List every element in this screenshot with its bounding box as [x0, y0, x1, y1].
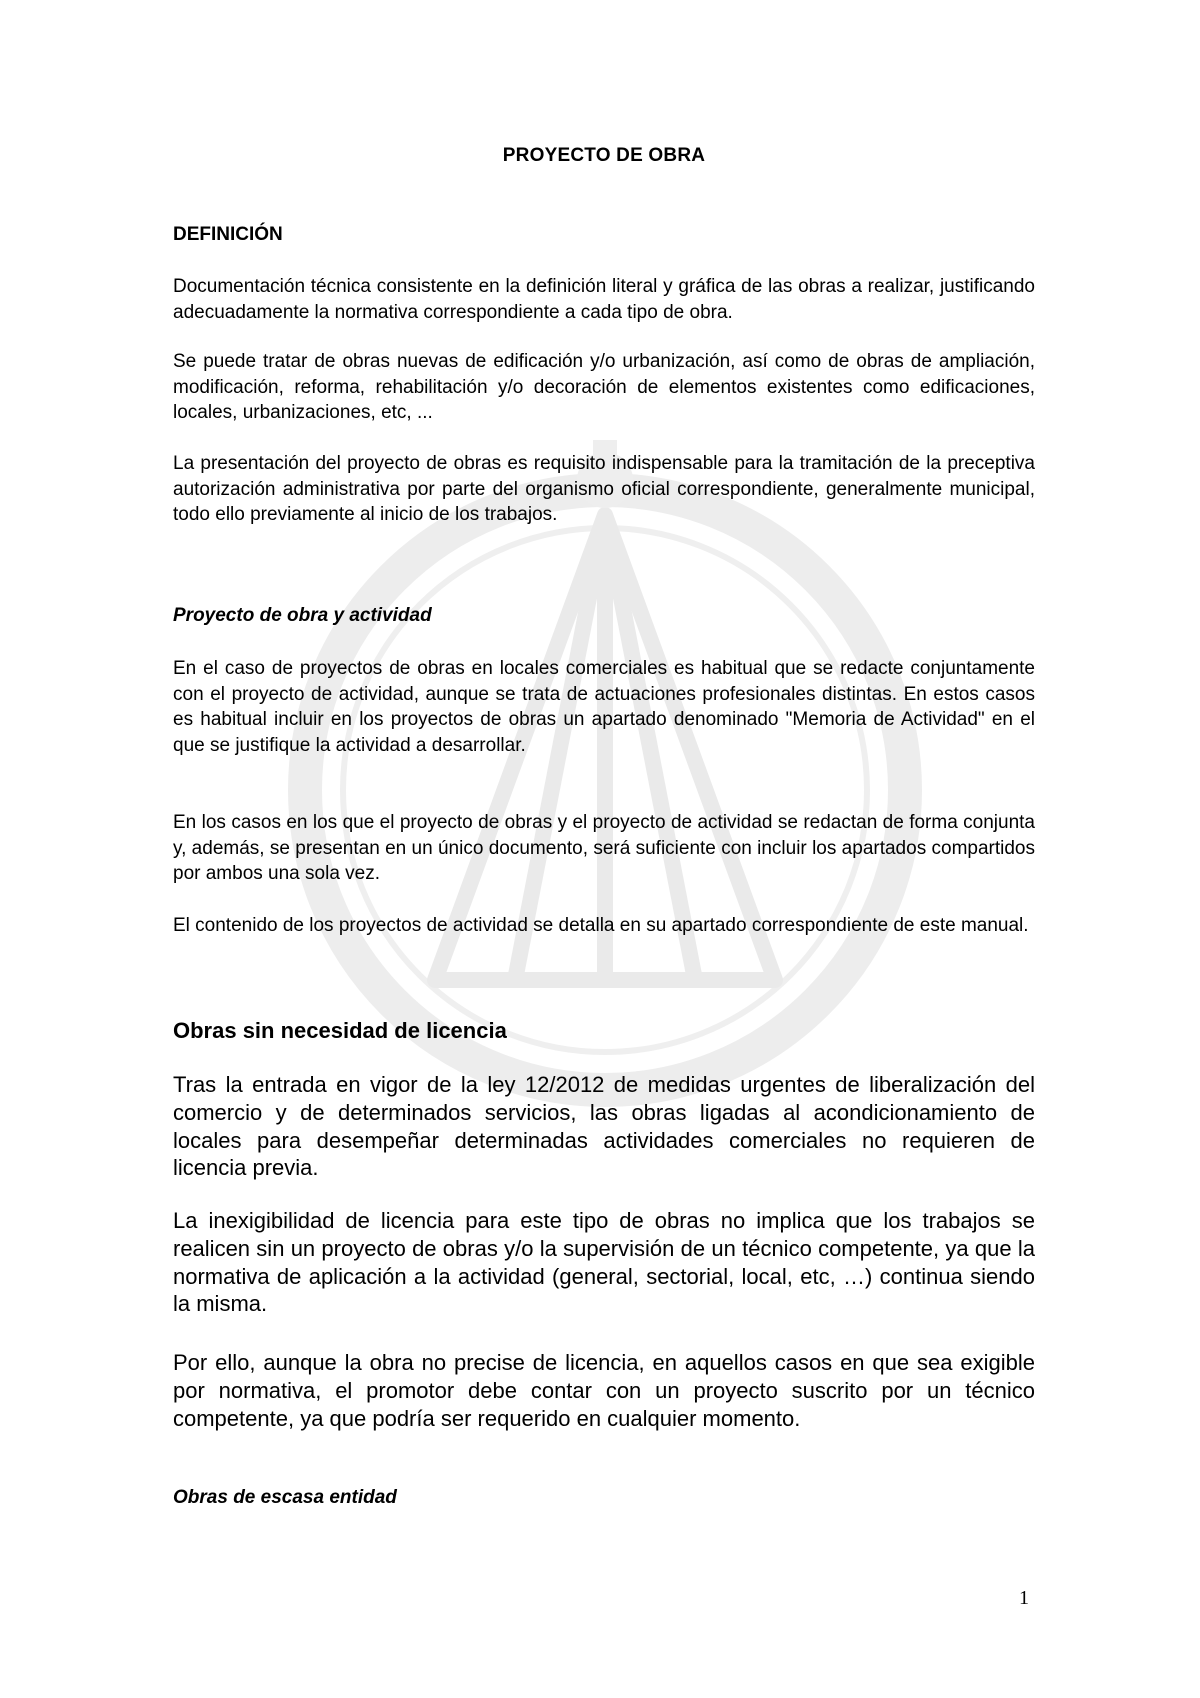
license-paragraph-1: Tras la entrada en vigor de la ley 12/2012 de medidas urgentes de liberalización del comercio y de determinados servicios, las obras ligadas al acondicionamiento de locales para desempeñar determinadas actividades comerciales no requieren de licencia previa.	[173, 1072, 1035, 1181]
activity-heading: Proyecto de obra y actividad	[173, 605, 432, 626]
document-page	[173, 0, 1035, 1698]
document-title: PROYECTO DE OBRA	[502, 145, 706, 166]
minor-works-heading: Obras de escasa entidad	[173, 1487, 397, 1508]
activity-paragraph-3: El contenido de los proyectos de actividad se detalla en su apartado correspondiente de este manual.	[173, 915, 1029, 936]
definition-paragraph-3: La presentación del proyecto de obras es requisito indispensable para la tramitación de la preceptiva autorización administrativa por parte del organismo oficial correspondiente, generalmente municipal, todo ello previamente al inicio de los trabajos.	[173, 453, 1035, 526]
definition-paragraph-1: Documentación técnica consistente en la definición literal y gráfica de las obras a realizar, justificando adecuadamente la normativa correspondiente a cada tipo de obra.	[173, 276, 1035, 323]
page-number: 1	[1019, 1587, 1029, 1609]
definition-heading: DEFINICIÓN	[173, 224, 283, 245]
activity-paragraph-2: En los casos en los que el proyecto de obras y el proyecto de actividad se redactan de forma conjunta y, además, se presentan en un único documento, será suficiente con incluir los apartados compartidos por ambos una sola vez.	[173, 812, 1035, 885]
license-paragraph-3: Por ello, aunque la obra no precise de licencia, en aquellos casos en que sea exigible por normativa, el promotor debe contar con un proyecto suscrito por un técnico competente, ya que podría ser requerido en cualquier momento.	[173, 1350, 1035, 1431]
license-heading: Obras sin necesidad de licencia	[173, 1018, 507, 1043]
definition-paragraph-2: Se puede tratar de obras nuevas de edificación y/o urbanización, así como de obras de ampliación, modificación, reforma, rehabilitación y/o decoración de elementos existentes como edificaciones, locales, urbanizaciones, etc, ...	[173, 351, 1035, 424]
activity-paragraph-1: En el caso de proyectos de obras en locales comerciales es habitual que se redacte conjuntamente con el proyecto de actividad, aunque se trata de actuaciones profesionales distintas. En estos casos es habitual incluir en los proyectos de obras un apartado denominado "Memoria de Actividad" en el que se justifique la actividad a desarrollar.	[173, 658, 1035, 757]
license-paragraph-2: La inexigibilidad de licencia para este tipo de obras no implica que los trabajos se realicen sin un proyecto de obras y/o la supervisión de un técnico competente, ya que la normativa de aplicación a la actividad (general, sectorial, local, etc, …) continua siendo la misma.	[173, 1208, 1035, 1317]
